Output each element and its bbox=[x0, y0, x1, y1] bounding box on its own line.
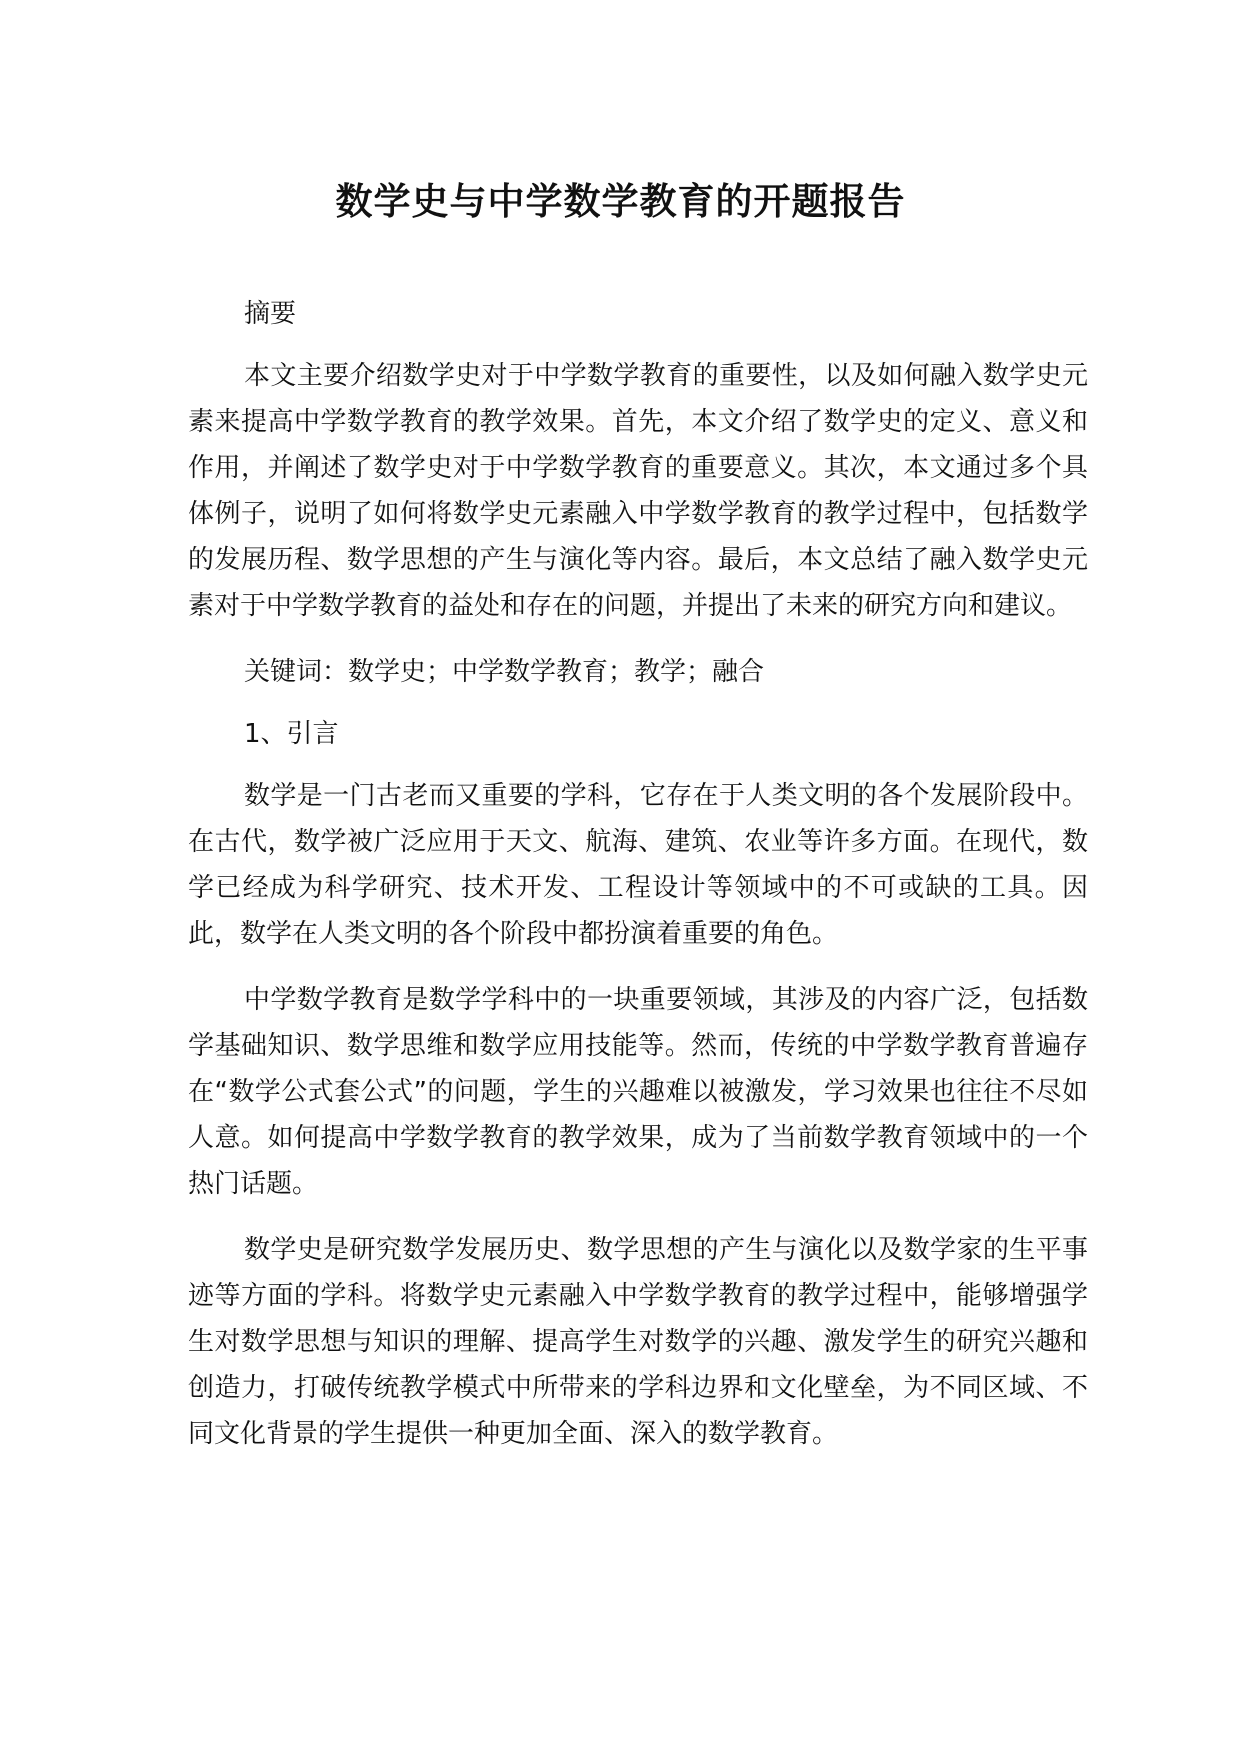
keywords-line: 关键词：数学史；中学数学教育；教学；融合 bbox=[244, 657, 765, 687]
abstract-heading: 摘要 bbox=[244, 299, 297, 329]
document-title: 数学史与中学数学教育的开题报告 bbox=[335, 180, 906, 223]
abstract-paragraph: 本文主要介绍数学史对于中学数学教育的重要性，以及如何融入数学史元素来提高中学数学教育的教学效果。首先，本文介绍了数学史的定义、意义和作用，并阐述了数学史对于中学数学教育的重要意义。其次，本文通过多个具体例子，说明了如何将数学史元素融入中学数学教育的教学过程中，包括数学的发展历程、数学思想的产生与演化等内容。最后，本文总结了融入数学史元素对于中学数学教育的益处和存在的问题，并提出了未来的研究方向和建议。 bbox=[188, 361, 1088, 621]
document-body bbox=[188, 291, 1088, 1457]
section-heading-introduction: 1、引言 bbox=[244, 719, 339, 749]
intro-paragraph-1: 数学是一门古老而又重要的学科，它存在于人类文明的各个发展阶段中。在古代，数学被广泛应用于天文、航海、建筑、农业等许多方面。在现代，数学已经成为科学研究、技术开发、工程设计等领域中的不可或缺的工具。因此，数学在人类文明的各个阶段中都扮演着重要的角色。 bbox=[188, 781, 1088, 949]
intro-paragraph-3: 数学史是研究数学发展历史、数学思想的产生与演化以及数学家的生平事迹等方面的学科。将数学史元素融入中学数学教育的教学过程中，能够增强学生对数学思想与知识的理解、提高学生对数学的兴趣、激发学生的研究兴趣和创造力，打破传统教学模式中所带来的学科边界和文化壁垒，为不同区域、不同文化背景的学生提供一种更加全面、深入的数学教育。 bbox=[188, 1235, 1088, 1449]
intro-paragraph-2: 中学数学教育是数学学科中的一块重要领域，其涉及的内容广泛，包括数学基础知识、数学思维和数学应用技能等。然而，传统的中学数学教育普遍存在“数学公式套公式”的问题，学生的兴趣难以被激发，学习效果也往往不尽如人意。如何提高中学数学教育的教学效果，成为了当前数学教育领域中的一个热门话题。 bbox=[188, 985, 1088, 1199]
